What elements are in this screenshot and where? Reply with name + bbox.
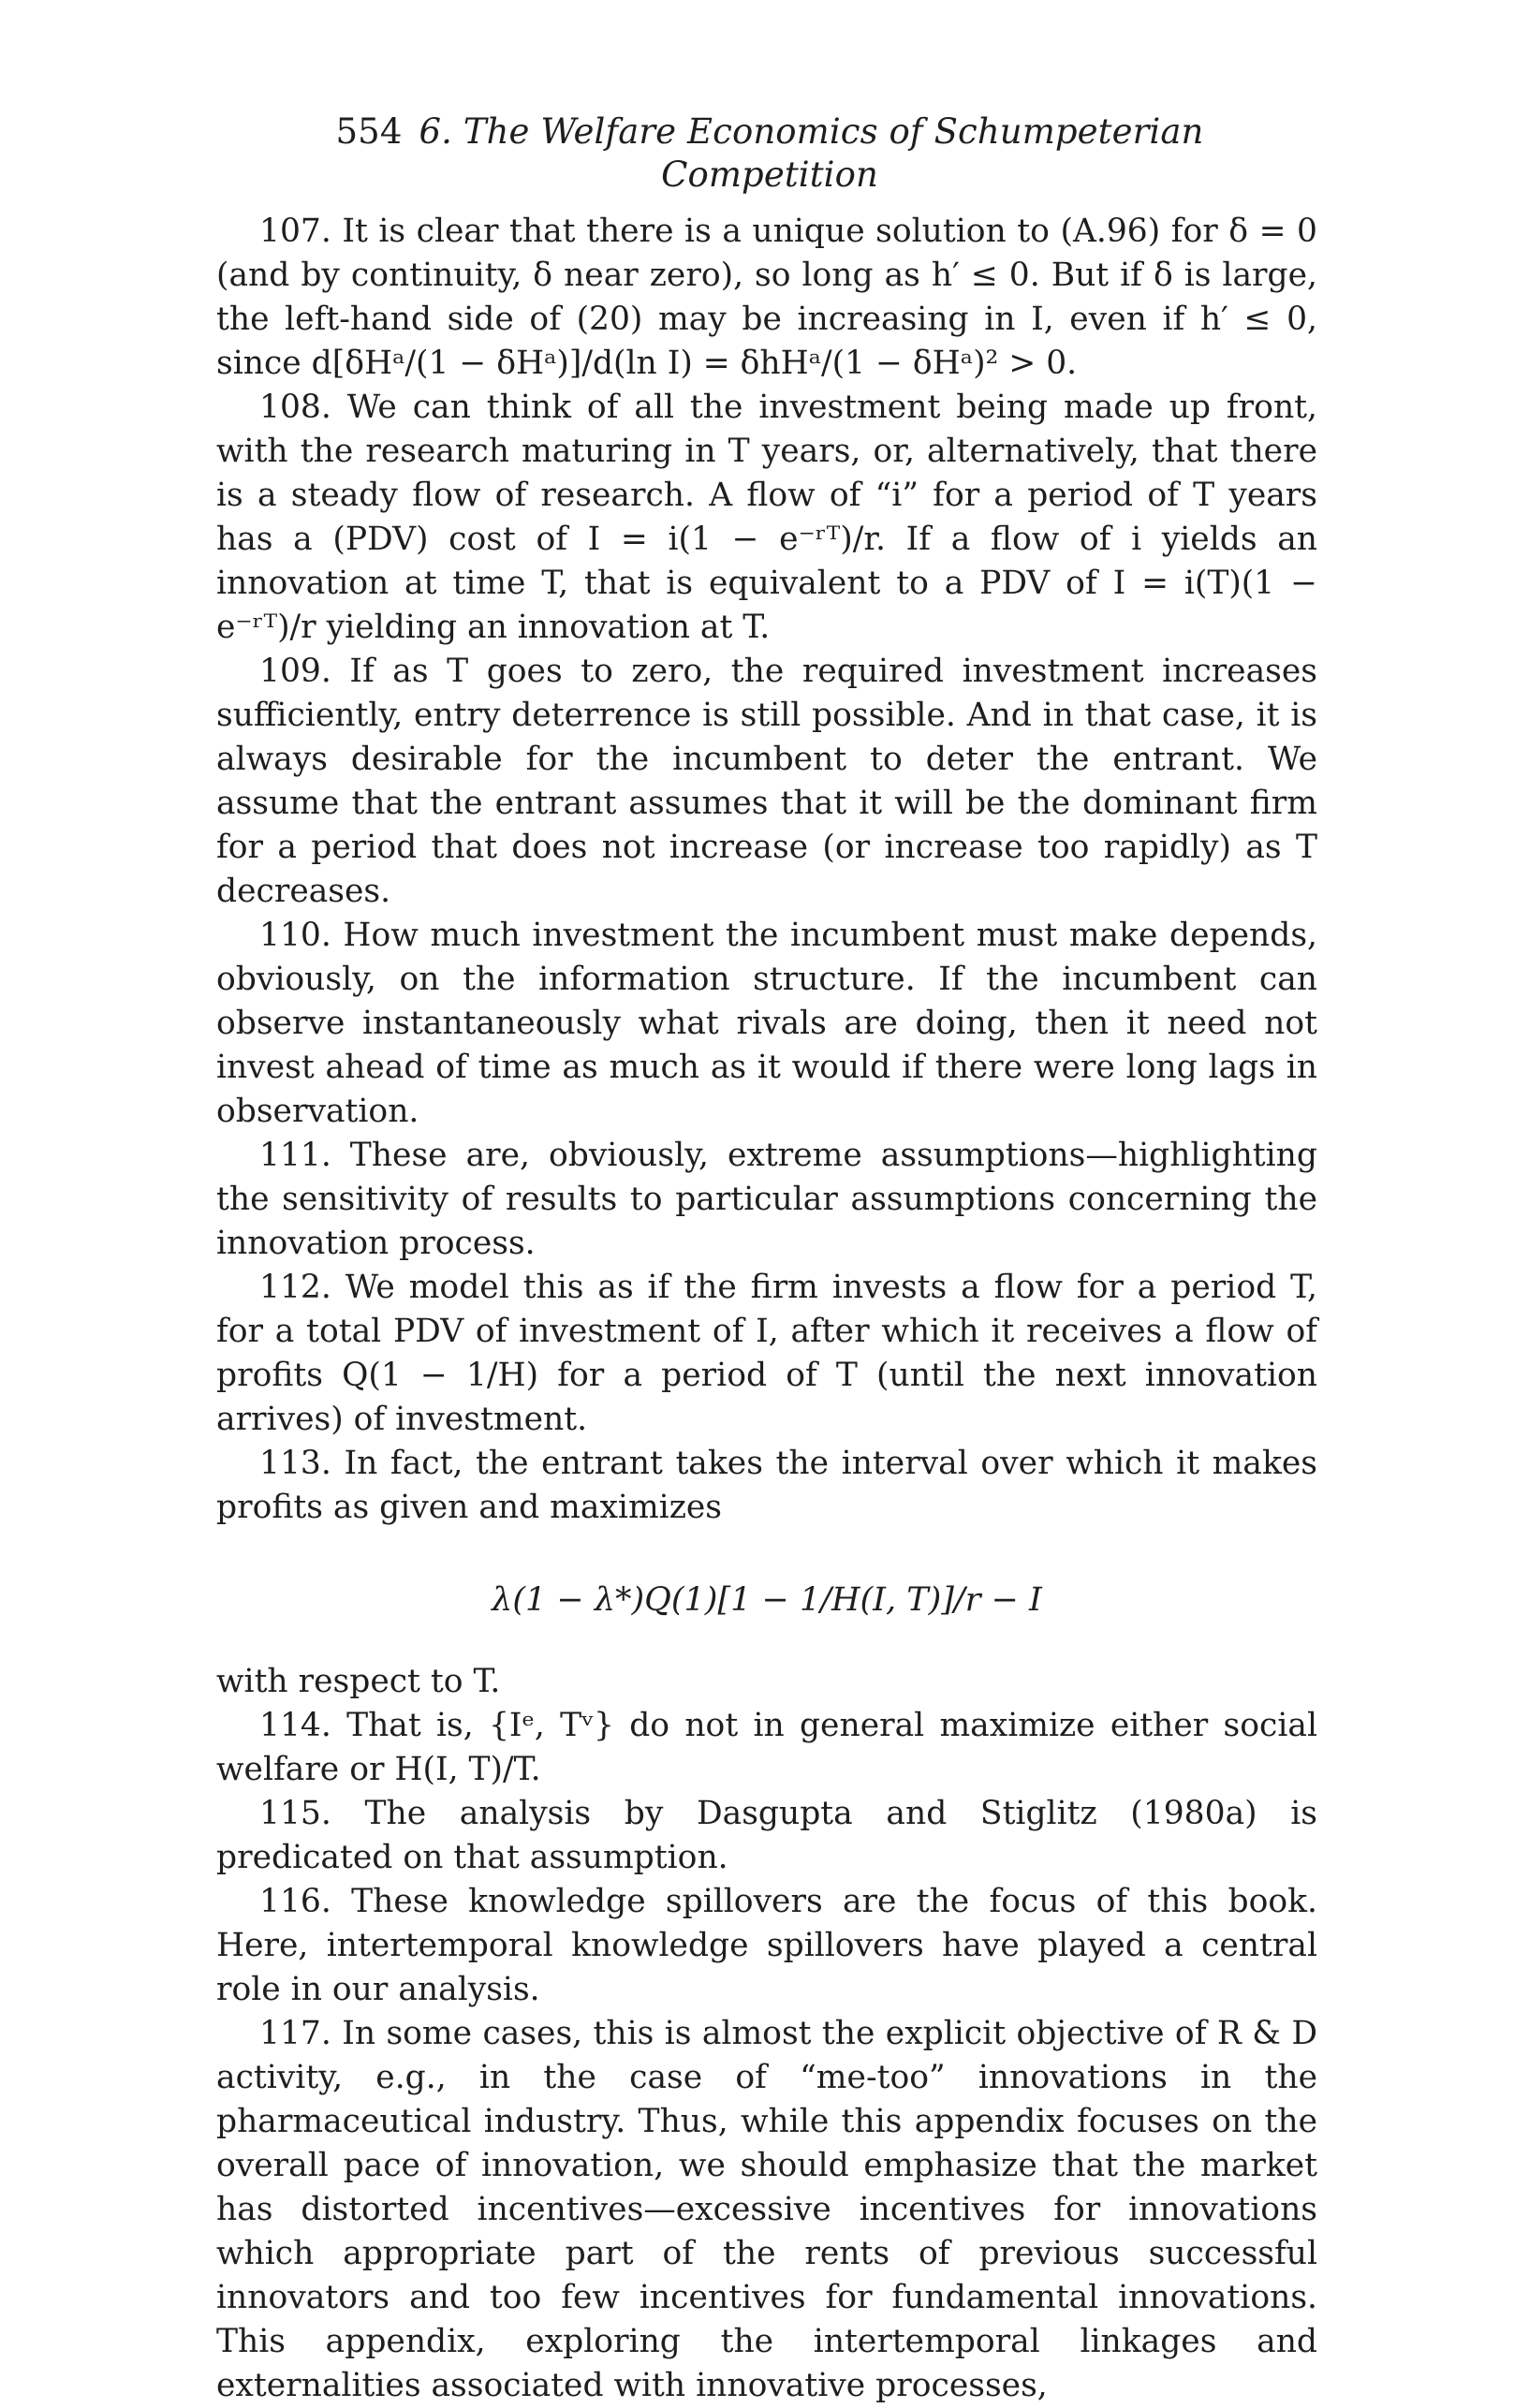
chapter-title: 6. The Welfare Economics of Schumpeterian Competition <box>419 111 1204 195</box>
note-108: 108. We can think of all the investment being made up front, with the research maturing in T years, or, alternatively, that there is a steady flow of research. A flow of “i” for a period of T years has a (PDV) cost of I = i(1 − e⁻ʳᵀ)/r. If a flow of i yields an innovation at time T, that is equivalent to a PDV of I = i(T)(1 − e⁻ʳᵀ)/r yielding an innovation at T. <box>216 389 1317 646</box>
note-114: 114. That is, {Iᵉ, Tᵛ} do not in general maximize either social welfare or H(I, T)/T. <box>216 1707 1317 1788</box>
note-111: 111. These are, obviously, extreme assumptions—highlighting the sensitivity of results to particular assumptions concerning the innovation process. <box>216 1137 1317 1262</box>
note-116: 116. These knowledge spillovers are the focus of this book. Here, intertemporal knowledge spillovers have played a central role in our analysis. <box>216 1883 1317 2008</box>
endnotes <box>216 210 1317 2408</box>
note-110: 110. How much investment the incumbent must make depends, obviously, on the information structure. If the incumbent can observe instantaneously what rivals are doing, then it need not invest ahead of time as much as it would if there were long lags in observation. <box>216 917 1317 1130</box>
note-115: 115. The analysis by Dasgupta and Stiglitz (1980a) is predicated on that assumption. <box>216 1795 1317 1876</box>
page-number: 554 <box>335 111 403 152</box>
running-head <box>222 110 1317 195</box>
note-113-continuation: with respect to T. <box>216 1663 501 1700</box>
note-117: 117. In some cases, this is almost the explicit objective of R & D activity, e.g., in the case of “me-too” innovations in the pharmaceutical industry. Thus, while this appendix focuses on the overall pace of innovation, we should emphasize that the market has distorted incentives—excessive incentives for innovations which appropriate part of the rents of previous successful innovators and too few incentives for fundamental innovations. This appendix, exploring the intertemporal linkages and externalities associated with innovative processes, <box>216 2015 1317 2404</box>
note-107: 107. It is clear that there is a unique solution to (A.96) for δ = 0 (and by continuity, δ near zero), so long as h′ ≤ 0. But if δ is large, the left-hand side of (20) may be increasing in I, even if h′ ≤ 0, since d[δHᵃ/(1 − δHᵃ)]/d(ln I) = δhHᵃ/(1 − δHᵃ)² > 0. <box>216 213 1317 382</box>
book-page <box>216 110 1317 2408</box>
note-112: 112. We model this as if the firm invests a flow for a period T, for a total PDV of investment of I, after which it receives a flow of profits Q(1 − 1/H) for a period of T (until the next innovation arrives) of investment. <box>216 1269 1317 1438</box>
formula-113: λ(1 − λ*)Q(1)[1 − 1/H(I, T)]/r − I <box>492 1581 1042 1619</box>
note-113: 113. In fact, the entrant takes the interval over which it makes profits as given and maximizes <box>216 1445 1317 1526</box>
note-109: 109. If as T goes to zero, the required investment increases sufficiently, entry deterrence is still possible. And in that case, it is always desirable for the incumbent to deter the entrant. We assume that the entrant assumes that it will be the dominant firm for a period that does not increase (or increase too rapidly) as T decreases. <box>216 653 1317 910</box>
